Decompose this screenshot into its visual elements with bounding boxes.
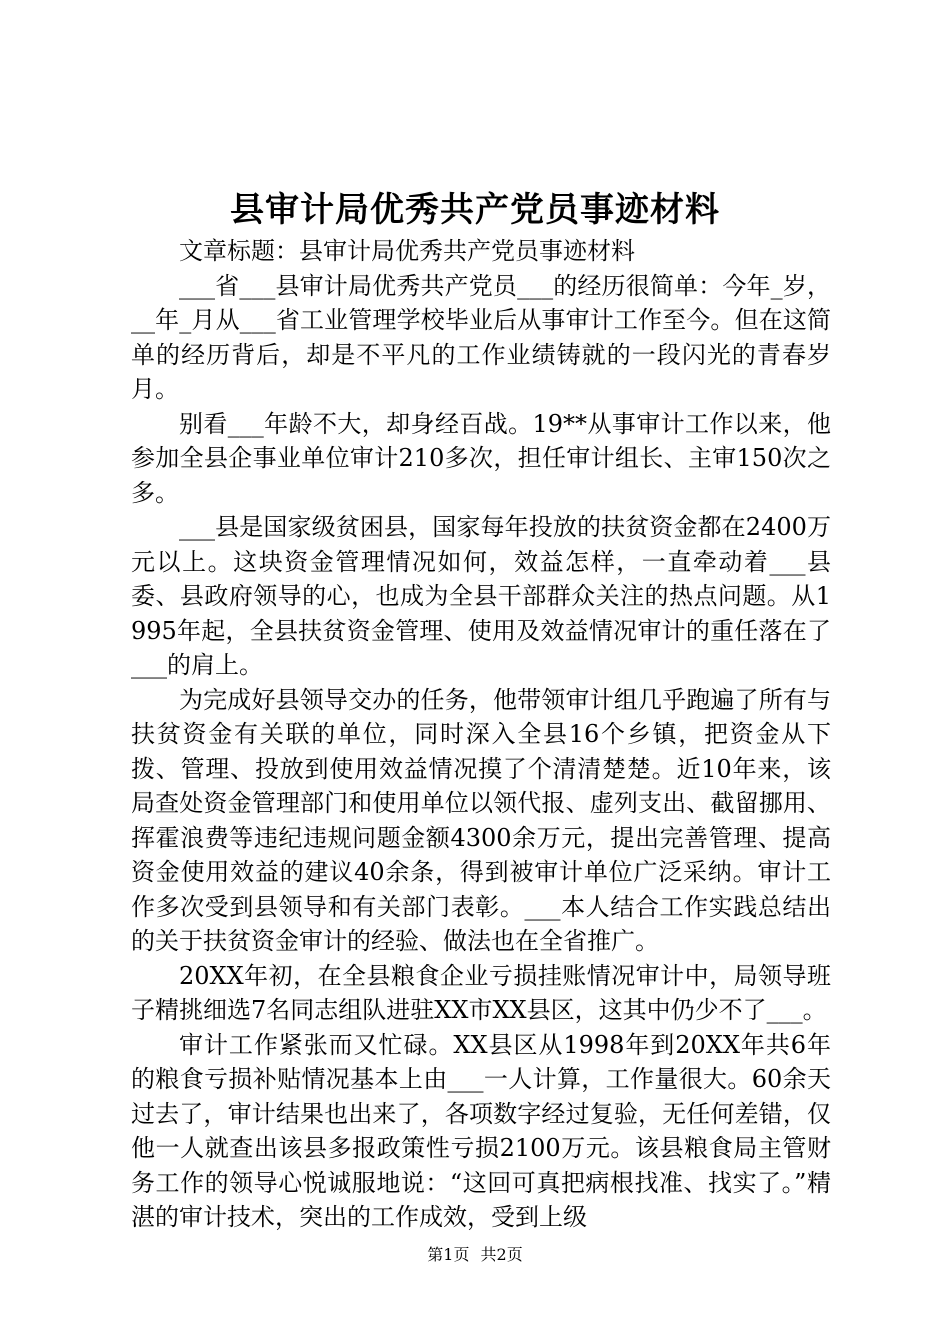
document-title: 县审计局优秀共产党员事迹材料: [230, 190, 720, 230]
paragraph-grain-audit: 20XX年初，在全县粮食企业亏损挂账情况审计中，局领导班子精挑细选7名同志组队进驻XX市XX县区，这其中仍少不了___。: [131, 961, 831, 1024]
page-number: 第1页: [427, 1245, 470, 1264]
page-total: 共2页: [480, 1245, 523, 1264]
paragraph-audit-results: 审计工作紧张而又忙碌。XX县区从1998年到20XX年共6年的粮食亏损补贴情况基本上由___一人计算，工作量很大。60余天过去了，审计结果也出来了，各项数字经过复验，无任何差错，仅他一人就查出该县多报政策性亏损2100万元。该县粮食局主管财务工作的领导心悦诚服地说：“这回可真把病根找准、找实了。”精湛的审计技术，突出的工作成效，受到上级: [131, 1030, 831, 1231]
document-body: [131, 234, 831, 1235]
paragraph-intro: ___省___县审计局优秀共产党员___的经历很简单：今年_岁，__年_月从___省工业管理学校毕业后从事审计工作至今。但在这简单的经历背后，却是不平凡的工作业绩铸就的一段闪光的青春岁月。: [131, 271, 831, 403]
article-title-line: 文章标题：县审计局优秀共产党员事迹材料: [179, 237, 635, 265]
paragraph-experience: 别看___年龄不大，却身经百战。19**从事审计工作以来，他参加全县企事业单位审计210多次，担任审计组长、主审150次之多。: [131, 409, 831, 507]
paragraph-poverty-funds: ___县是国家级贫困县，国家每年投放的扶贫资金都在2400万元以上。这块资金管理情况如何，效益怎样，一直牵动着___县委、县政府领导的心，也成为全县干部群众关注的热点问题。从1995年起，全县扶贫资金管理、使用及效益情况审计的重任落在了___的肩上。: [131, 513, 831, 679]
paragraph-audit-work: 为完成好县领导交办的任务，他带领审计组几乎跑遍了所有与扶贫资金有关联的单位，同时深入全县16个乡镇，把资金从下拨、管理、投放到使用效益情况摸了个清清楚楚。近10年来，该局查处资金管理部门和使用单位以领代报、虚列支出、截留挪用、挥霍浪费等违纪违规问题金额4300余万元，提出完善管理、提高资金使用效益的建议40余条，得到被审计单位广泛采纳。审计工作多次受到县领导和有关部门表彰。___本人结合工作实践总结出的关于扶贫资金审计的经验、做法也在全省推广。: [131, 685, 831, 955]
page-footer: [0, 1243, 950, 1267]
